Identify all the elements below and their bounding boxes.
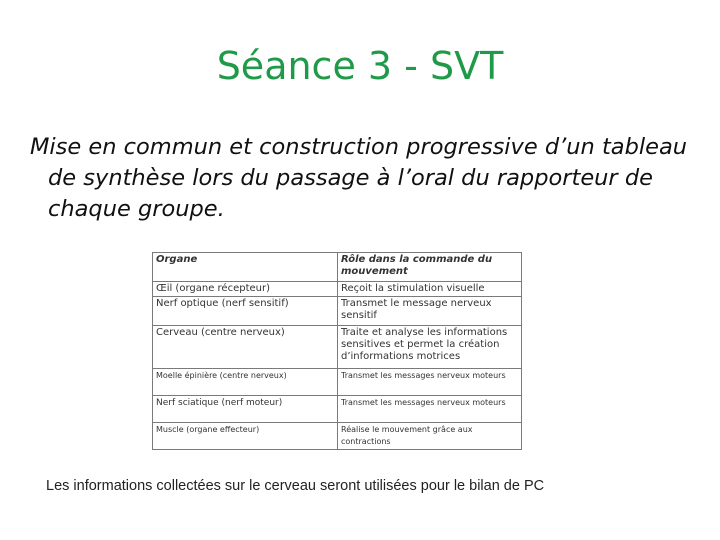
header-organe: Organe <box>153 253 338 282</box>
table-row <box>153 423 522 450</box>
header-role: Rôle dans la commande du mouvement <box>338 253 522 282</box>
footer-note: Les informations collectées sur le cerveau seront utilisées pour le bilan de PC <box>46 478 545 494</box>
table-row <box>153 326 522 369</box>
table-header-row <box>153 253 522 282</box>
table-cell: Cerveau (centre nerveux) <box>153 326 338 369</box>
table-cell: Réalise le mouvement grâce aux contractions <box>338 423 522 450</box>
table-cell: Nerf optique (nerf sensitif) <box>153 297 338 326</box>
synthesis-table <box>152 252 522 450</box>
table-cell: Nerf sciatique (nerf moteur) <box>153 396 338 423</box>
table-cell: Traite et analyse les informations sensitives et permet la création d’informations motrices <box>338 326 522 369</box>
table-row <box>153 282 522 297</box>
table-row <box>153 396 522 423</box>
table-cell: Muscle (organe effecteur) <box>153 423 338 450</box>
table-cell: Transmet les messages nerveux moteurs <box>338 396 522 423</box>
table-row <box>153 297 522 326</box>
bullet-paragraph: Mise en commun et construction progressive d’un tableau de synthèse lors du passage à l’oral du rapporteur de chaque groupe. <box>30 134 687 222</box>
table-cell: Reçoit la stimulation visuelle <box>338 282 522 297</box>
table-cell: Œil (organe récepteur) <box>153 282 338 297</box>
table-row <box>153 369 522 396</box>
table-cell: Transmet les messages nerveux moteurs <box>338 369 522 396</box>
slide-title: Séance 3 - SVT <box>216 44 504 88</box>
table-cell: Transmet le message nerveux sensitif <box>338 297 522 326</box>
table-cell: Moelle épinière (centre nerveux) <box>153 369 338 396</box>
